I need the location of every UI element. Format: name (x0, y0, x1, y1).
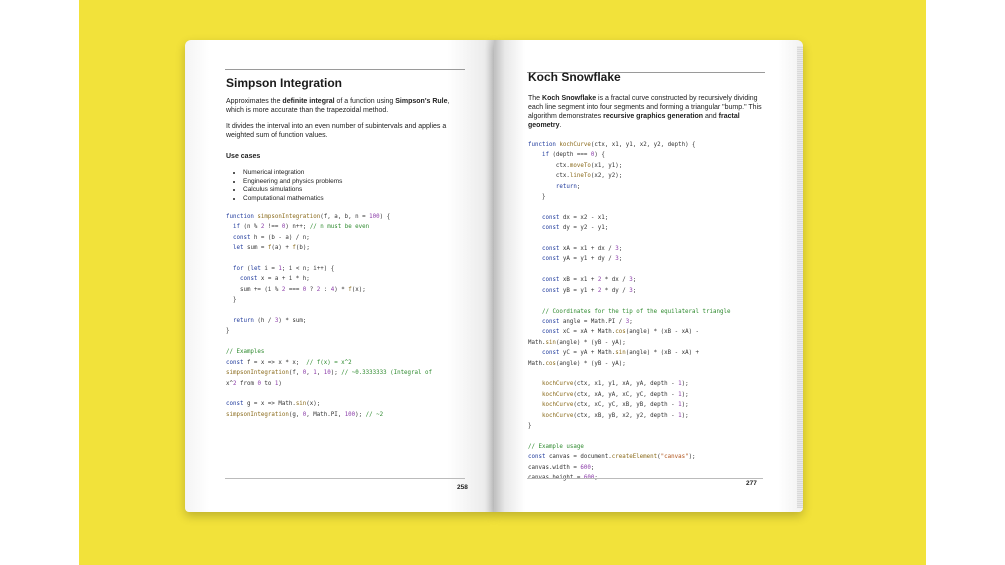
code-line (226, 389, 432, 399)
code-line: const g = x => Math.sin(x); (226, 401, 321, 408)
use-case-item: • Computational mathematics (243, 195, 342, 204)
code-line: canvas.width = 600; (528, 464, 595, 471)
code-line (528, 431, 730, 441)
code-line: const canvas = document.createElement("canvas"); (528, 454, 696, 461)
code-line: const xA = x1 + dx / 3; (541, 246, 623, 253)
code-line: kochCurve(ctx, xA, yA, xC, yC, depth - 1); (541, 391, 689, 398)
page-number: 258 (457, 484, 468, 491)
code-line: kochCurve(ctx, xB, yB, x2, y2, depth - 1); (541, 412, 689, 419)
code-line: const dy = y2 - y1; (541, 225, 609, 232)
code-block (528, 140, 730, 483)
code-line: const angle = Math.PI / 3; (541, 318, 633, 325)
code-line: const x = a + i * h; (239, 276, 310, 283)
use-cases-list (229, 169, 342, 203)
code-line: const dx = x2 - x1; (541, 214, 609, 221)
right-page (494, 40, 803, 512)
code-line: simpsonIntegration(f, 0, 1, 10); // ~0.3333333 (Integral of (226, 370, 432, 377)
code-line: function kochCurve(ctx, x1, y1, x2, y2, depth) { (528, 142, 696, 148)
code-line: const yB = y1 + 2 * dy / 3; (541, 287, 637, 294)
left-page (185, 40, 494, 512)
code-line: kochCurve(ctx, x1, y1, xA, yA, depth - 1); (541, 381, 689, 388)
code-line: let sum = f(a) + f(b); (232, 245, 310, 252)
code-line: sum += (i % 2 === 0 ? 2 : 4) * f(x); (226, 286, 366, 293)
code-line: return (h / 3) * sum; (232, 318, 307, 325)
code-line: const h = (b - a) / n; (232, 234, 310, 241)
code-line: const xC = xA + Math.cos(angle) * (xB - xA) - (541, 329, 700, 336)
code-line: // Example usage (528, 443, 584, 450)
use-case-item: • Engineering and physics problems (243, 178, 342, 187)
code-line: } (226, 297, 237, 304)
code-line (528, 296, 730, 306)
code-line: return; (555, 183, 581, 190)
code-line (528, 369, 730, 379)
code-line: const yA = y1 + dy / 3; (541, 256, 623, 263)
code-line (528, 202, 730, 212)
code-line: Math.cos(angle) * (yB - yA); (528, 360, 626, 367)
code-block (226, 212, 432, 420)
intro-paragraph: Approximates the definite integral of a function using Simpson's Rule, which is more accurate than the trapezoidal method. (226, 98, 450, 114)
use-cases-heading: Use cases (226, 153, 261, 160)
code-line: x^2 from 0 to 1) (226, 380, 282, 387)
code-line: Math.sin(angle) * (yB - yA); (528, 339, 626, 346)
book-spine (485, 40, 505, 512)
top-rule (225, 69, 465, 70)
code-line (226, 254, 432, 264)
page-title: Simpson Integration (226, 76, 343, 90)
code-line: } (528, 194, 546, 201)
code-line: } (528, 422, 532, 429)
bottom-rule (225, 478, 465, 479)
page-number: 277 (746, 480, 757, 487)
use-case-item: • Calculus simulations (243, 186, 342, 195)
code-line: ctx.moveTo(x1, y1); (528, 162, 623, 169)
code-line (226, 337, 432, 347)
code-line (528, 265, 730, 275)
code-line: // Examples (226, 349, 265, 356)
code-line: simpsonIntegration(g, 0, Math.PI, 100); // ~2 (226, 411, 384, 418)
code-line: function simpsonIntegration(f, a, b, n = 100) { (226, 214, 391, 220)
code-line: const f = x => x * x; // f(x) = x^2 (226, 359, 352, 366)
yellow-background (79, 0, 926, 565)
code-line: kochCurve(ctx, xC, yC, xB, yB, depth - 1); (541, 402, 689, 409)
code-line (226, 306, 432, 316)
description-paragraph: It divides the interval into an even number of subintervals and applies a weighted sum of function values. (226, 123, 447, 139)
code-line (528, 234, 730, 244)
open-book (185, 40, 803, 520)
code-line: const yC = yA + Math.sin(angle) * (xB - xA) + (541, 350, 700, 357)
code-line: if (n % 2 !== 0) n++; // n must be even (232, 224, 370, 231)
code-line: ctx.lineTo(x2, y2); (528, 173, 623, 180)
code-line: for (let i = 1; i < n; i++) { (232, 266, 335, 273)
code-line: if (depth === 0) { (541, 152, 605, 159)
bottom-rule (527, 478, 763, 479)
intro-paragraph: The Koch Snowflake is a fractal curve constructed by recursively dividing each line segment into four segments and forming a triangular "bump." This algorithm demonstrates recursive graphics generation and fractal geometry. (528, 95, 762, 129)
code-line: } (226, 328, 230, 335)
page-title: Koch Snowflake (528, 70, 621, 84)
code-line: const xB = x1 + 2 * dx / 3; (541, 277, 637, 284)
use-case-item: • Numerical integration (243, 169, 342, 178)
code-line: // Coordinates for the tip of the equilateral triangle (541, 308, 731, 315)
page-edge (797, 46, 803, 508)
